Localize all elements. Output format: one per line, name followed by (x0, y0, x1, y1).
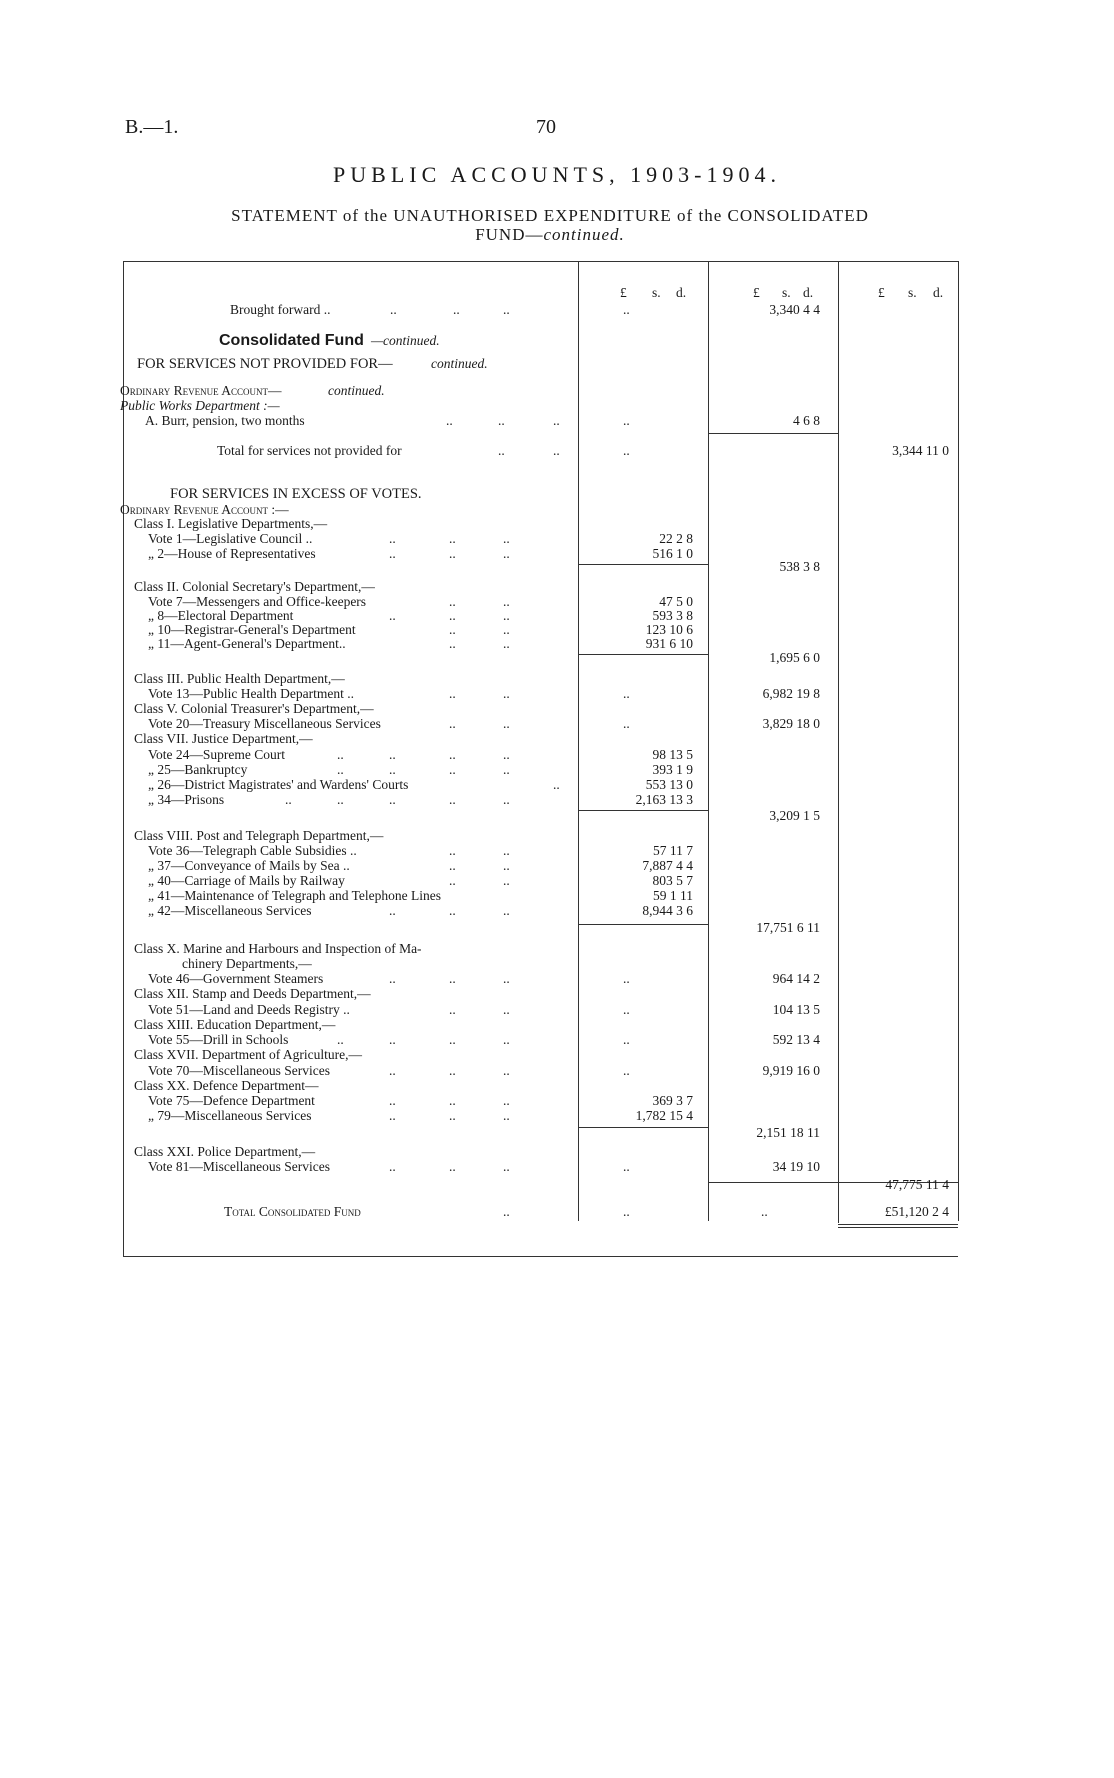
subtitle-line-2-prefix: FUND— (475, 225, 544, 244)
excess-votes-heading (123, 486, 958, 502)
leader-dots: .. (449, 1063, 456, 1078)
table-right-rule (958, 261, 959, 1221)
amount-col1: 47 5 0 (659, 594, 693, 609)
class-label: chinery Departments,— (182, 956, 312, 971)
vote-row (123, 843, 958, 859)
col2-pence: d. (803, 285, 814, 300)
leader-dots: .. (503, 762, 510, 777)
amount-col1: 369 3 7 (652, 1093, 693, 1108)
leader-dots: .. (623, 1002, 630, 1017)
row-label: Vote 20—Treasury Miscellaneous Services (148, 716, 381, 731)
row-label: „ 40—Carriage of Mails by Railway (148, 873, 345, 888)
leader-dots: .. (503, 594, 510, 609)
amount-col2: 3,209 1 5 (769, 808, 820, 823)
amount-col2: 538 3 8 (779, 559, 820, 574)
statement-subtitle (130, 206, 970, 244)
leader-dots: .. (449, 531, 456, 546)
col1-pence: d. (676, 285, 687, 300)
amount-col2: 17,751 6 11 (756, 920, 820, 935)
amount-col3: 47,775 11 4 (885, 1177, 949, 1192)
amount-col1: 803 5 7 (652, 873, 693, 888)
vote-row (123, 971, 958, 987)
vote-row (123, 792, 958, 808)
row-label: „ 26—District Magistrates' and Wardens' Courts (148, 777, 409, 792)
row-label: „ 37—Conveyance of Mails by Sea .. (148, 858, 350, 873)
subtotal-row (123, 808, 958, 824)
leader-dots: .. (623, 686, 630, 701)
amount-col3: £51,120 2 4 (884, 1204, 949, 1219)
class-label: Class XXI. Police Department,— (134, 1144, 316, 1159)
row-label: Vote 70—Miscellaneous Services (148, 1063, 330, 1078)
leader-dots: .. (503, 792, 510, 807)
subtotal-row (123, 650, 958, 666)
amount-col1: 516 1 0 (652, 546, 693, 561)
leader-dots: .. (453, 302, 460, 317)
row-label: „ 25—Bankruptcy (148, 762, 248, 777)
leader-dots: .. (761, 1204, 768, 1219)
leader-dots: .. (449, 1159, 456, 1174)
document-code: B.—1. (125, 116, 179, 138)
section-heading: FOR SERVICES NOT PROVIDED FOR— (137, 356, 393, 372)
subtotal-row (123, 559, 958, 575)
leader-dots: .. (623, 1032, 630, 1047)
vote-row (123, 716, 958, 732)
class-label: Class XII. Stamp and Deeds Department,— (134, 986, 371, 1001)
leader-dots: .. (623, 1204, 630, 1219)
leader-dots: .. (337, 1032, 344, 1047)
vote-row (123, 531, 958, 547)
row-label: Vote 13—Public Health Department .. (148, 686, 354, 701)
section-title: Consolidated Fund (219, 332, 364, 349)
row-label: „ 79—Miscellaneous Services (148, 1108, 312, 1123)
consolidated-fund-heading (123, 330, 958, 352)
leader-dots: .. (623, 971, 630, 986)
row-label: „ 11—Agent-General's Department.. (148, 636, 346, 651)
leader-dots: .. (449, 903, 456, 918)
class-heading (123, 941, 958, 957)
col2-pound: £ (753, 285, 760, 300)
section-title-cont: —continued. (371, 333, 440, 348)
amount-col1: 8,944 3 6 (642, 903, 693, 918)
leader-dots: .. (503, 686, 510, 701)
vote-row (123, 888, 958, 904)
leader-dots: .. (553, 413, 560, 428)
leader-dots: .. (623, 413, 630, 428)
table-top-rule (123, 261, 958, 262)
leader-dots: .. (498, 413, 505, 428)
leader-dots: .. (503, 1159, 510, 1174)
leader-dots: .. (285, 792, 292, 807)
subtitle-line-1: STATEMENT of the UNAUTHORISED EXPENDITURE of the CONSOLIDATED (231, 206, 869, 225)
amount-col2: 592 13 4 (772, 1032, 820, 1047)
amount-col1: 2,163 13 3 (635, 792, 693, 807)
leader-dots: .. (449, 1108, 456, 1123)
leader-dots: .. (503, 636, 510, 651)
leader-dots: .. (389, 608, 396, 623)
row-label: Vote 81—Miscellaneous Services (148, 1159, 330, 1174)
leader-dots: .. (449, 971, 456, 986)
column-headings (123, 285, 958, 301)
vote-row (123, 873, 958, 889)
row-label: Vote 7—Messengers and Office-keepers (148, 594, 367, 609)
leader-dots: .. (503, 903, 510, 918)
leader-dots: .. (449, 873, 456, 888)
leader-dots: .. (503, 1002, 510, 1017)
leader-dots: .. (498, 443, 505, 458)
ora-heading (120, 383, 958, 399)
leader-dots: .. (623, 1063, 630, 1078)
leader-dots: .. (623, 1159, 630, 1174)
leader-dots: .. (503, 971, 510, 986)
leader-dots: .. (449, 636, 456, 651)
class-label: Class V. Colonial Treasurer's Department,— (134, 701, 374, 716)
leader-dots: .. (449, 546, 456, 561)
class-label: Class XX. Defence Department— (134, 1078, 319, 1093)
leader-dots: .. (389, 531, 396, 546)
table-bottom-rule (123, 1256, 958, 1257)
class-label: Class XVII. Department of Agriculture,— (134, 1047, 362, 1062)
amount-col2: 4 6 8 (793, 413, 820, 428)
expenditure-table (120, 261, 958, 1257)
account-heading-cont: continued. (328, 383, 385, 398)
vote-row (123, 858, 958, 874)
leader-dots: .. (503, 1108, 510, 1123)
amount-col2: 9,919 16 0 (762, 1063, 820, 1078)
leader-dots: .. (446, 413, 453, 428)
vote-row (123, 1108, 958, 1124)
leader-dots: .. (623, 443, 630, 458)
leader-dots: .. (389, 1063, 396, 1078)
leader-dots: .. (449, 1093, 456, 1108)
class-heading (123, 516, 958, 532)
col2-shillings: s. (782, 285, 791, 300)
row-label: Vote 24—Supreme Court (148, 747, 285, 762)
total-consolidated-fund-row (123, 1204, 958, 1220)
leader-dots: .. (449, 594, 456, 609)
leader-dots: .. (337, 747, 344, 762)
leader-dots: .. (503, 622, 510, 637)
amount-col2: 34 19 10 (772, 1159, 820, 1174)
account-heading: Ordinary Revenue Account :— (120, 502, 289, 517)
vote-row (123, 903, 958, 919)
amount-col1: 393 1 9 (652, 762, 693, 777)
leader-dots: .. (503, 302, 510, 317)
row-label: Vote 55—Drill in Schools (148, 1032, 289, 1047)
leader-dots: .. (553, 777, 560, 792)
class-heading (123, 1144, 958, 1160)
leader-dots: .. (503, 546, 510, 561)
vote-row (123, 1002, 958, 1018)
leader-dots: .. (503, 858, 510, 873)
leader-dots: .. (449, 1032, 456, 1047)
leader-dots: .. (503, 1204, 510, 1219)
class-label: Class X. Marine and Harbours and Inspection of Ma- (134, 941, 422, 956)
vote-row (123, 762, 958, 778)
leader-dots: .. (389, 747, 396, 762)
total-box-rule (838, 1201, 839, 1223)
row-label: „ 41—Maintenance of Telegraph and Telephone Lines (148, 888, 442, 903)
class-heading (123, 731, 958, 747)
subtotal-rule (708, 433, 838, 434)
department-heading: Public Works Department :— (120, 398, 280, 413)
vote-row (123, 1063, 958, 1079)
row-label: „ 42—Miscellaneous Services (148, 903, 312, 918)
subtotal-row (123, 1125, 958, 1141)
leader-dots: .. (503, 531, 510, 546)
leader-dots: .. (623, 716, 630, 731)
leader-dots: .. (503, 873, 510, 888)
leader-dots: .. (503, 716, 510, 731)
brought-forward-row (123, 302, 958, 318)
vote-row (123, 747, 958, 763)
excess-total-row (123, 1177, 958, 1193)
leader-dots: .. (503, 1063, 510, 1078)
amount-col1: 57 11 7 (653, 843, 693, 858)
row-label: Vote 51—Land and Deeds Registry .. (148, 1002, 350, 1017)
class-heading (123, 1078, 958, 1094)
class-heading (123, 1047, 958, 1063)
row-label: A. Burr, pension, two months (145, 413, 305, 428)
page-number: 70 (536, 116, 556, 138)
leader-dots: .. (449, 622, 456, 637)
class-heading (123, 986, 958, 1002)
class-label: Class VII. Justice Department,— (134, 731, 313, 746)
leader-dots: .. (449, 747, 456, 762)
services-not-provided-heading (123, 356, 958, 372)
class-label: Class III. Public Health Department,— (134, 671, 345, 686)
class-heading (123, 828, 958, 844)
row-label: Vote 75—Defence Department (148, 1093, 315, 1108)
class-label: Class I. Legislative Departments,— (134, 516, 328, 531)
leader-dots: .. (389, 1032, 396, 1047)
amount-col2: 964 14 2 (772, 971, 820, 986)
amount-col1: 7,887 4 4 (642, 858, 693, 873)
row-label: Vote 1—Legislative Council .. (148, 531, 313, 546)
class-label: Class XIII. Education Department,— (134, 1017, 336, 1032)
section-heading-cont: continued. (431, 356, 488, 371)
vote-row (123, 686, 958, 702)
class-label: Class II. Colonial Secretary's Department,— (134, 579, 375, 594)
vote-row (123, 1032, 958, 1048)
amount-col2: 6,982 19 8 (762, 686, 820, 701)
total-not-provided-row (123, 443, 958, 459)
amount-col1: 123 10 6 (645, 622, 693, 637)
amount-col2: 1,695 6 0 (769, 650, 820, 665)
amount-col2: 3,829 18 0 (762, 716, 820, 731)
leader-dots: .. (503, 1032, 510, 1047)
pwd-heading (120, 398, 958, 414)
leader-dots: .. (553, 443, 560, 458)
double-rule-top (838, 1224, 958, 1225)
leader-dots: .. (337, 792, 344, 807)
amount-col1: 553 13 0 (645, 777, 693, 792)
amount-col1: 59 1 11 (653, 888, 693, 903)
col3-pence: d. (933, 285, 944, 300)
vote-row (123, 777, 958, 793)
amount-col1: 593 3 8 (652, 608, 693, 623)
amount-col2: 2,151 18 11 (756, 1125, 820, 1140)
leader-dots: .. (389, 1159, 396, 1174)
leader-dots: .. (390, 302, 397, 317)
vote-row (123, 1159, 958, 1175)
leader-dots: .. (503, 843, 510, 858)
row-label: Brought forward .. (230, 302, 331, 317)
row-label: „ 10—Registrar-General's Department (148, 622, 356, 637)
leader-dots: .. (449, 686, 456, 701)
page-title: PUBLIC ACCOUNTS, 1903-1904. (333, 162, 781, 187)
leader-dots: .. (449, 1002, 456, 1017)
leader-dots: .. (449, 716, 456, 731)
subtitle-line-2-suffix: continued. (543, 225, 625, 244)
amount-col1: 22 2 8 (659, 531, 693, 546)
amount-col2: 3,340 4 4 (769, 302, 820, 317)
double-rule-bottom (838, 1227, 958, 1228)
col3-shillings: s. (908, 285, 917, 300)
leader-dots: .. (389, 762, 396, 777)
amount-col3: 3,344 11 0 (892, 443, 949, 458)
row-label: Vote 36—Telegraph Cable Subsidies .. (148, 843, 357, 858)
leader-dots: .. (449, 792, 456, 807)
class-heading (123, 701, 958, 717)
row-label: „ 8—Electoral Department (148, 608, 294, 623)
row-label: Vote 46—Government Steamers (148, 971, 324, 986)
leader-dots: .. (449, 608, 456, 623)
class-heading (123, 671, 958, 687)
subtitle-line-2 (130, 225, 970, 244)
vote-row (123, 1093, 958, 1109)
class-label: Class VIII. Post and Telegraph Department,— (134, 828, 384, 843)
row-label: „ 2—House of Representatives (148, 546, 316, 561)
class-heading (123, 1017, 958, 1033)
row-label: „ 34—Prisons (148, 792, 225, 807)
leader-dots: .. (389, 546, 396, 561)
leader-dots: .. (449, 762, 456, 777)
class-heading-cont (123, 956, 958, 972)
row-label: Total for services not provided for (217, 443, 402, 458)
section-heading: FOR SERVICES IN EXCESS OF VOTES. (170, 486, 422, 502)
class-heading (123, 579, 958, 595)
leader-dots: .. (503, 608, 510, 623)
leader-dots: .. (503, 747, 510, 762)
leader-dots: .. (449, 843, 456, 858)
row-label: Total Consolidated Fund (224, 1204, 361, 1219)
leader-dots: .. (503, 1093, 510, 1108)
leader-dots: .. (337, 762, 344, 777)
subtotal-row (123, 920, 958, 936)
leader-dots: .. (389, 903, 396, 918)
burr-row (123, 413, 958, 429)
amount-col2: 104 13 5 (772, 1002, 820, 1017)
amount-col1: 1,782 15 4 (635, 1108, 693, 1123)
leader-dots: .. (449, 858, 456, 873)
leader-dots: .. (623, 302, 630, 317)
leader-dots: .. (389, 971, 396, 986)
amount-col1: 98 13 5 (652, 747, 693, 762)
col1-shillings: s. (652, 285, 661, 300)
col3-pound: £ (878, 285, 885, 300)
col1-pound: £ (620, 285, 627, 300)
account-heading: Ordinary Revenue Account— (120, 383, 282, 398)
leader-dots: .. (389, 792, 396, 807)
amount-col1: 931 6 10 (645, 636, 693, 651)
leader-dots: .. (389, 1108, 396, 1123)
leader-dots: .. (389, 1093, 396, 1108)
